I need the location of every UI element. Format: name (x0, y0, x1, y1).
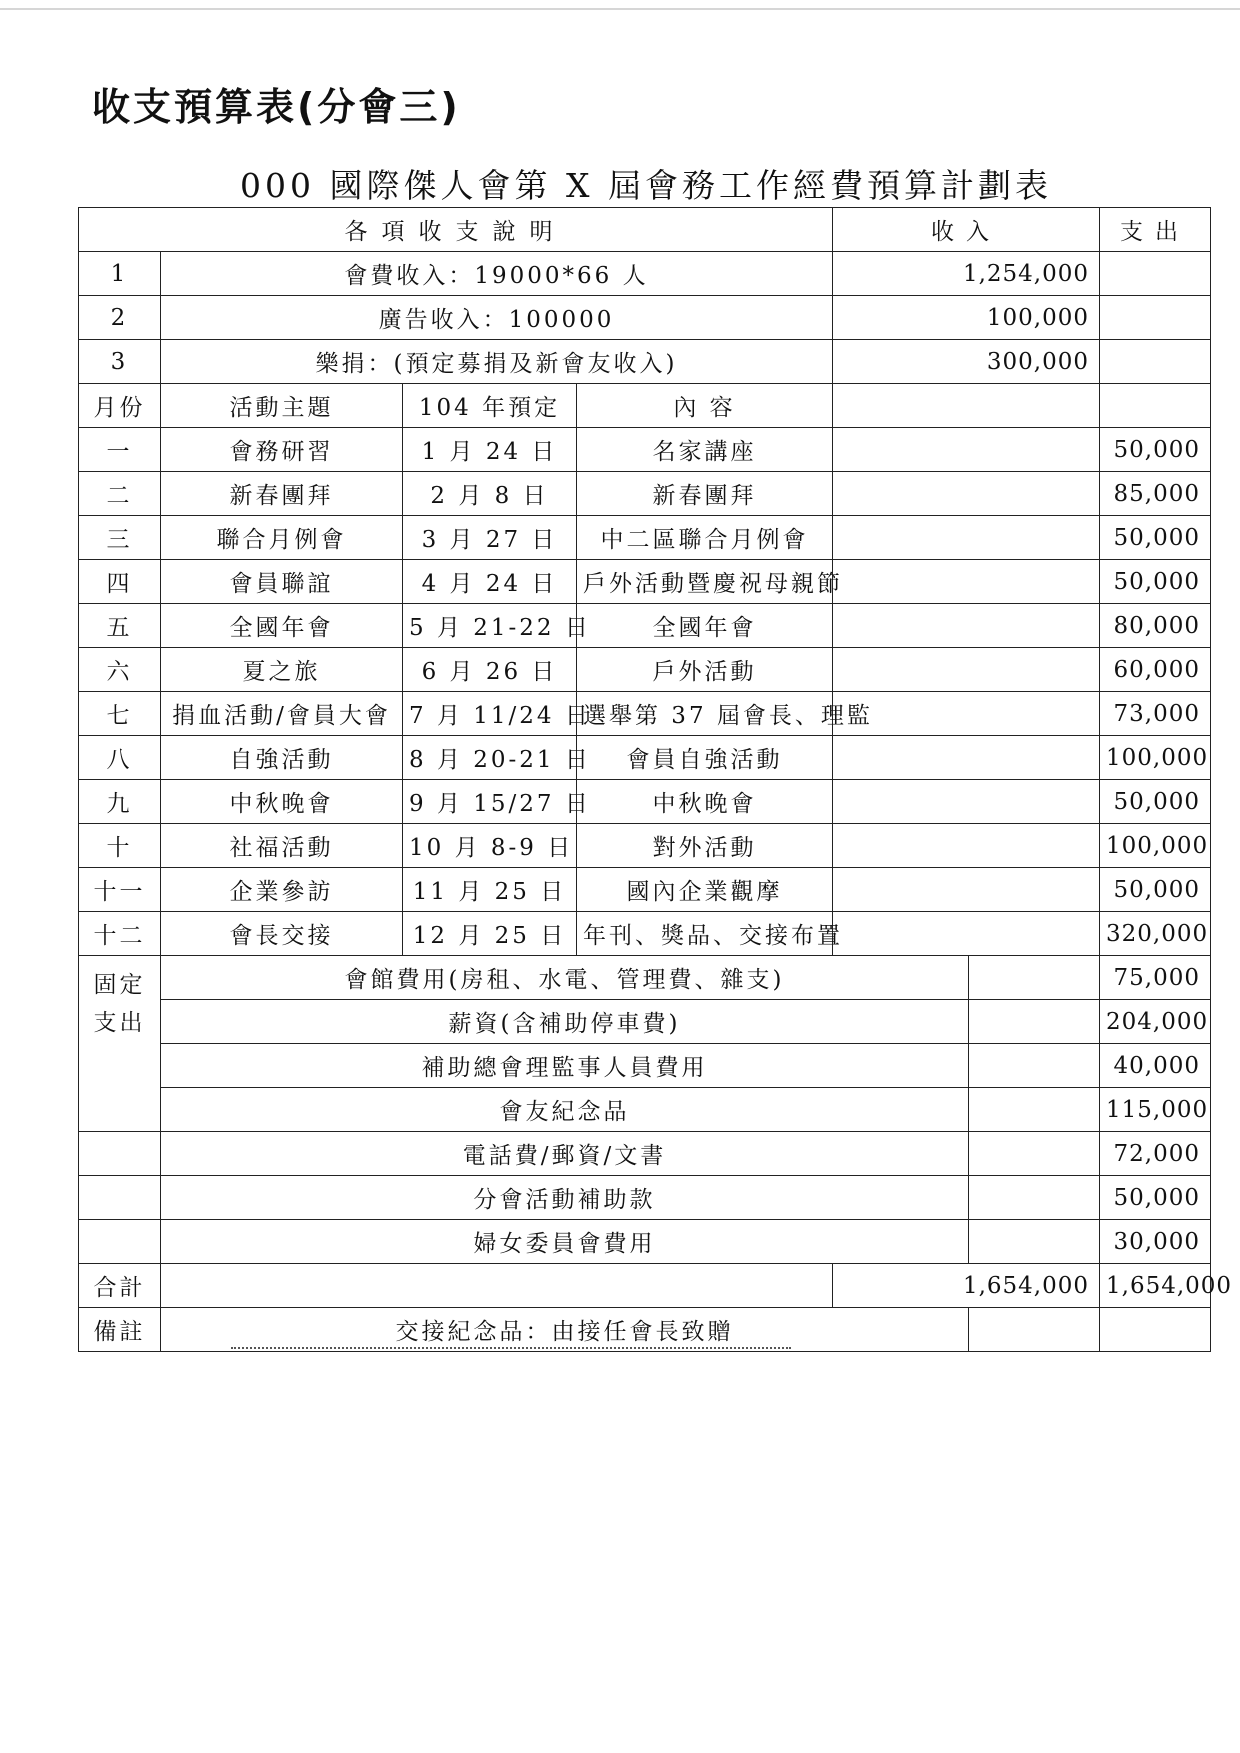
activity-income-empty (833, 824, 1100, 868)
fixed-expense-description: 補助總會理監事人員費用 (161, 1044, 969, 1088)
activity-expense: 320,000 (1100, 912, 1211, 956)
fixed-expense-row (79, 1176, 1211, 1220)
activity-month: 三 (79, 516, 161, 560)
activity-expense: 100,000 (1100, 824, 1211, 868)
total-income: 1,654,000 (833, 1264, 1100, 1308)
fixed-expense-label-line1: 固定 (93, 972, 146, 998)
activity-income-empty (833, 736, 1100, 780)
activity-theme: 社福活動 (161, 824, 403, 868)
income-row-description: 樂捐：(預定募捐及新會友收入) (161, 340, 833, 384)
activity-row (79, 736, 1211, 780)
document-title: 收支預算表(分會三) (92, 85, 461, 129)
activity-expense: 50,000 (1100, 780, 1211, 824)
activity-row (79, 516, 1211, 560)
fixed-expense-amount: 204,000 (1100, 1000, 1211, 1044)
total-row (79, 1264, 1211, 1308)
activity-theme: 捐血活動/會員大會 (161, 692, 403, 736)
fixed-expense-description: 會館費用(房租、水電、管理費、雜支) (161, 956, 969, 1000)
fixed-expense-amount: 50,000 (1100, 1176, 1211, 1220)
fixed-expense-income-empty (969, 956, 1100, 1000)
fixed-expense-income-empty (969, 1220, 1100, 1264)
income-row-description: 會費收入：19000*66 人 (161, 252, 833, 296)
fixed-expense-row (79, 1000, 1211, 1044)
activity-month: 八 (79, 736, 161, 780)
activity-theme: 中秋晚會 (161, 780, 403, 824)
activity-date: 10 月 8-9 日 (403, 824, 577, 868)
activity-content: 戶外活動 (577, 648, 833, 692)
activity-month: 九 (79, 780, 161, 824)
activity-row (79, 648, 1211, 692)
activity-theme: 會員聯誼 (161, 560, 403, 604)
remark-income-empty (969, 1308, 1100, 1352)
activity-row (79, 780, 1211, 824)
activity-date: 6 月 26 日 (403, 648, 577, 692)
activity-content: 戶外活動暨慶祝母親節 (577, 560, 833, 604)
fixed-expense-label-empty (79, 1220, 161, 1264)
fixed-expense-income-empty (969, 1000, 1100, 1044)
activity-income-empty (833, 428, 1100, 472)
activity-month: 十一 (79, 868, 161, 912)
activity-header-income-empty (833, 384, 1100, 428)
activity-date: 1 月 24 日 (403, 428, 577, 472)
fixed-expense-description: 會友紀念品 (161, 1088, 969, 1132)
activity-expense: 50,000 (1100, 428, 1211, 472)
fixed-expense-row (79, 956, 1211, 1000)
fixed-expense-income-empty (969, 1044, 1100, 1088)
activity-row (79, 472, 1211, 516)
activity-income-empty (833, 472, 1100, 516)
activity-income-empty (833, 780, 1100, 824)
activity-month: 十二 (79, 912, 161, 956)
activity-row (79, 692, 1211, 736)
activity-expense: 50,000 (1100, 516, 1211, 560)
activity-expense: 85,000 (1100, 472, 1211, 516)
income-row-amount: 300,000 (833, 340, 1100, 384)
activity-content: 新春團拜 (577, 472, 833, 516)
header-expense: 支出 (1100, 208, 1211, 252)
activity-theme: 全國年會 (161, 604, 403, 648)
fixed-expense-label-line2: 支出 (93, 1010, 146, 1036)
activity-theme: 會長交接 (161, 912, 403, 956)
fixed-expense-description: 分會活動補助款 (161, 1176, 969, 1220)
activity-income-empty (833, 648, 1100, 692)
activity-content: 名家講座 (577, 428, 833, 472)
activity-content: 中秋晚會 (577, 780, 833, 824)
activity-content: 國內企業觀摩 (577, 868, 833, 912)
fixed-expense-row (79, 1044, 1211, 1088)
fixed-expense-row (79, 1088, 1211, 1132)
fixed-expense-income-empty (969, 1176, 1100, 1220)
activity-header-expense-empty (1100, 384, 1211, 428)
activity-content: 對外活動 (577, 824, 833, 868)
activity-theme: 企業參訪 (161, 868, 403, 912)
remark-row (79, 1308, 1211, 1352)
fixed-expense-amount: 75,000 (1100, 956, 1211, 1000)
fixed-expense-row (79, 1220, 1211, 1264)
activity-content: 選舉第 37 屆會長、理監 (577, 692, 833, 736)
activity-date: 5 月 21-22 日 (403, 604, 577, 648)
fixed-expense-income-empty (969, 1132, 1100, 1176)
total-label: 合計 (79, 1264, 161, 1308)
budget-table (78, 207, 1233, 1352)
fixed-expense-description: 婦女委員會費用 (161, 1220, 969, 1264)
activity-month: 一 (79, 428, 161, 472)
activity-header-month: 月份 (79, 384, 161, 428)
activity-content: 中二區聯合月例會 (577, 516, 833, 560)
fixed-expense-label-empty (79, 1132, 161, 1176)
activity-expense: 50,000 (1100, 868, 1211, 912)
activity-month: 四 (79, 560, 161, 604)
activity-theme: 聯合月例會 (161, 516, 403, 560)
activity-header-date: 104 年預定 (403, 384, 577, 428)
remark-expense-empty (1100, 1308, 1211, 1352)
activity-income-empty (833, 516, 1100, 560)
activity-content: 會員自強活動 (577, 736, 833, 780)
activity-month: 十 (79, 824, 161, 868)
activity-month: 七 (79, 692, 161, 736)
activity-row (79, 560, 1211, 604)
fixed-expense-label (79, 956, 161, 1132)
fixed-expense-row (79, 1132, 1211, 1176)
income-row-amount: 100,000 (833, 296, 1100, 340)
fixed-expense-amount: 40,000 (1100, 1044, 1211, 1088)
income-row (79, 340, 1211, 384)
activity-expense: 100,000 (1100, 736, 1211, 780)
total-description-empty (161, 1264, 833, 1308)
activity-date: 2 月 8 日 (403, 472, 577, 516)
fixed-expense-label-empty (79, 1176, 161, 1220)
activity-row (79, 868, 1211, 912)
top-rule (0, 8, 1240, 10)
income-row-expense-empty (1100, 296, 1211, 340)
activity-income-empty (833, 912, 1100, 956)
activity-date: 8 月 20-21 日 (403, 736, 577, 780)
activity-income-empty (833, 604, 1100, 648)
activity-income-empty (833, 560, 1100, 604)
fixed-expense-amount: 72,000 (1100, 1132, 1211, 1176)
activity-content: 全國年會 (577, 604, 833, 648)
income-row-expense-empty (1100, 252, 1211, 296)
activity-date: 9 月 15/27 日 (403, 780, 577, 824)
income-row-expense-empty (1100, 340, 1211, 384)
income-row (79, 252, 1211, 296)
activity-theme: 自強活動 (161, 736, 403, 780)
activity-header-theme: 活動主題 (161, 384, 403, 428)
income-row-number: 2 (79, 296, 161, 340)
activity-date: 3 月 27 日 (403, 516, 577, 560)
activity-row (79, 824, 1211, 868)
activity-date: 11 月 25 日 (403, 868, 577, 912)
activity-header-content: 內 容 (577, 384, 833, 428)
activity-month: 六 (79, 648, 161, 692)
activity-date: 7 月 11/24 日 (403, 692, 577, 736)
activity-month: 五 (79, 604, 161, 648)
activity-expense: 60,000 (1100, 648, 1211, 692)
header-description: 各項收支說明 (79, 208, 833, 252)
activity-theme: 夏之旅 (161, 648, 403, 692)
header-row (79, 208, 1211, 252)
clipped-text-remnant (231, 1347, 791, 1355)
income-row-number: 3 (79, 340, 161, 384)
activity-expense: 50,000 (1100, 560, 1211, 604)
activity-row (79, 912, 1211, 956)
table-title: 000 國際傑人會第 X 屆會務工作經費預算計劃表 (240, 166, 1052, 205)
activity-expense: 80,000 (1100, 604, 1211, 648)
activity-theme: 新春團拜 (161, 472, 403, 516)
activity-row (79, 428, 1211, 472)
activity-income-empty (833, 868, 1100, 912)
fixed-expense-amount: 115,000 (1100, 1088, 1211, 1132)
activity-row (79, 604, 1211, 648)
activity-month: 二 (79, 472, 161, 516)
fixed-expense-description: 電話費/郵資/文書 (161, 1132, 969, 1176)
remark-text: 交接紀念品：由接任會長致贈 (161, 1308, 969, 1352)
activity-date: 12 月 25 日 (403, 912, 577, 956)
header-income: 收入 (833, 208, 1100, 252)
income-row-amount: 1,254,000 (833, 252, 1100, 296)
activity-date: 4 月 24 日 (403, 560, 577, 604)
total-expense: 1,654,000 (1100, 1264, 1211, 1308)
activity-theme: 會務研習 (161, 428, 403, 472)
activity-header-row (79, 384, 1211, 428)
income-row-number: 1 (79, 252, 161, 296)
activity-expense: 73,000 (1100, 692, 1211, 736)
income-row (79, 296, 1211, 340)
fixed-expense-amount: 30,000 (1100, 1220, 1211, 1264)
fixed-expense-description: 薪資(含補助停車費) (161, 1000, 969, 1044)
remark-label: 備註 (79, 1308, 161, 1352)
income-row-description: 廣告收入：100000 (161, 296, 833, 340)
fixed-expense-income-empty (969, 1088, 1100, 1132)
activity-content: 年刊、獎品、交接布置 (577, 912, 833, 956)
